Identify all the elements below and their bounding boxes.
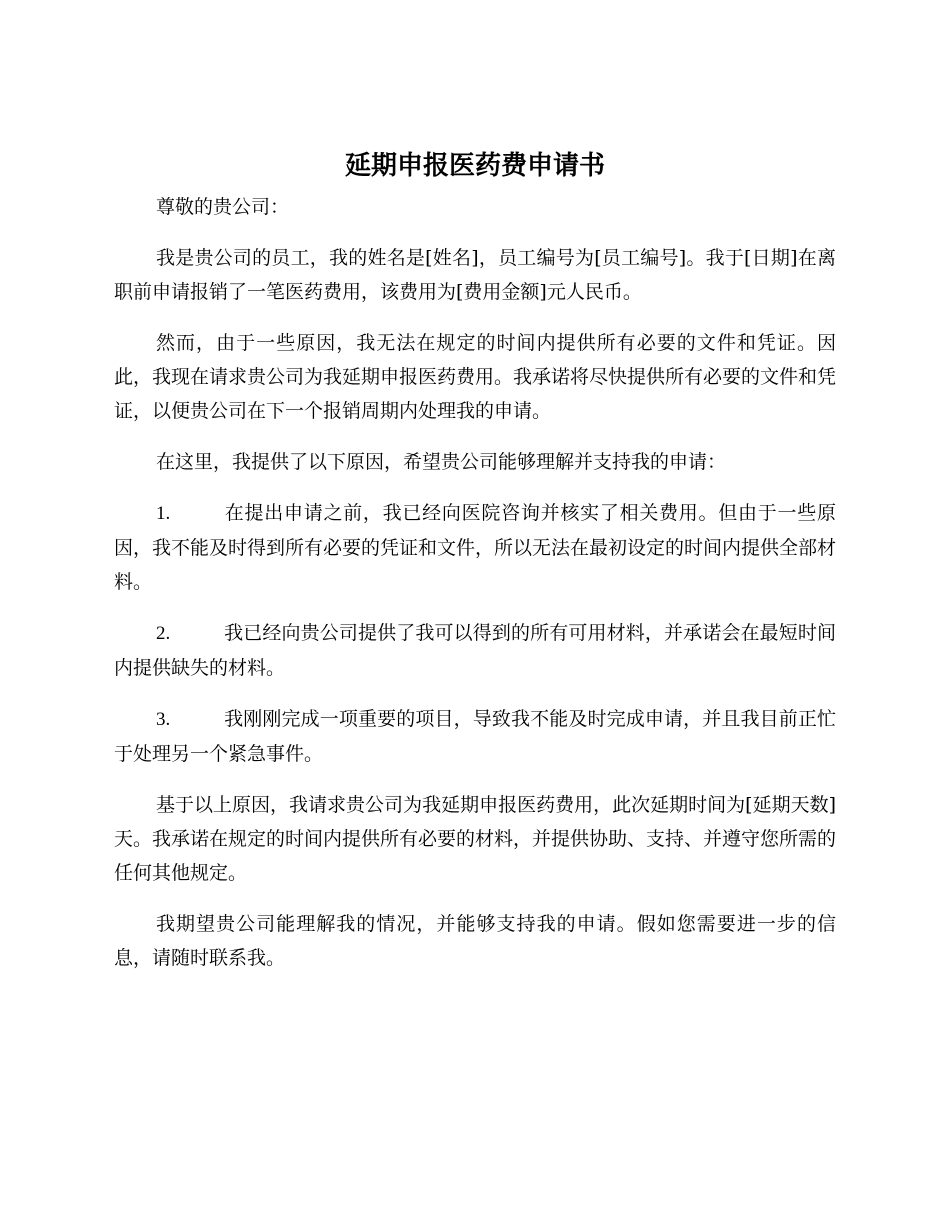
paragraph-closing: 我期望贵公司能理解我的情况，并能够支持我的申请。假如您需要进一步的信息，请随时联系我。 [114, 913, 836, 969]
reason-item [114, 496, 836, 599]
reason-text: 我已经向贵公司提供了我可以得到的所有可用材料，并承诺会在最短时间内提供缺失的材料。 [114, 622, 836, 679]
paragraph-extension-request: 基于以上原因，我请求贵公司为我延期申报医药费用，此次延期时间为[延期天数]天。我承诺在规定的时间内提供所有必要的材料，并提供协助、支持、并遵守您所需的任何其他规定。 [114, 794, 837, 884]
salutation: 尊敬的贵公司： [156, 196, 290, 218]
document-body [114, 190, 836, 992]
paragraph-reasons-intro: 在这里，我提供了以下原因，希望贵公司能够理解并支持我的申请： [156, 451, 727, 473]
reason-text: 在提出申请之前，我已经向医院咨询并核实了相关费用。但由于一些原因，我不能及时得到所有必要的凭证和文件，所以无法在最初设定的时间内提供全部材料。 [114, 502, 837, 593]
document-title: 延期申报医药费申请书 [344, 151, 605, 181]
reason-item [114, 616, 836, 685]
reason-text: 我刚刚完成一项重要的项目，导致我不能及时完成申请，并且我目前正忙于处理另一个紧急事件。 [114, 708, 836, 765]
paragraph-request: 然而，由于一些原因，我无法在规定的时间内提供所有必要的文件和凭证。因此，我现在请求贵公司为我延期申报医药费用。我承诺将尽快提供所有必要的文件和凭证，以便贵公司在下一个报销周期内处理我的申请。 [114, 332, 837, 422]
reason-number: 3. [156, 709, 171, 730]
reason-number: 1. [156, 503, 171, 524]
reason-number: 2. [156, 623, 171, 644]
paragraph-introduction: 我是贵公司的员工，我的姓名是[姓名]，员工编号为[员工编号]。我于[日期]在离职前申请报销了一笔医药费用，该费用为[费用金额]元人民币。 [114, 247, 836, 303]
reason-item [114, 702, 836, 771]
